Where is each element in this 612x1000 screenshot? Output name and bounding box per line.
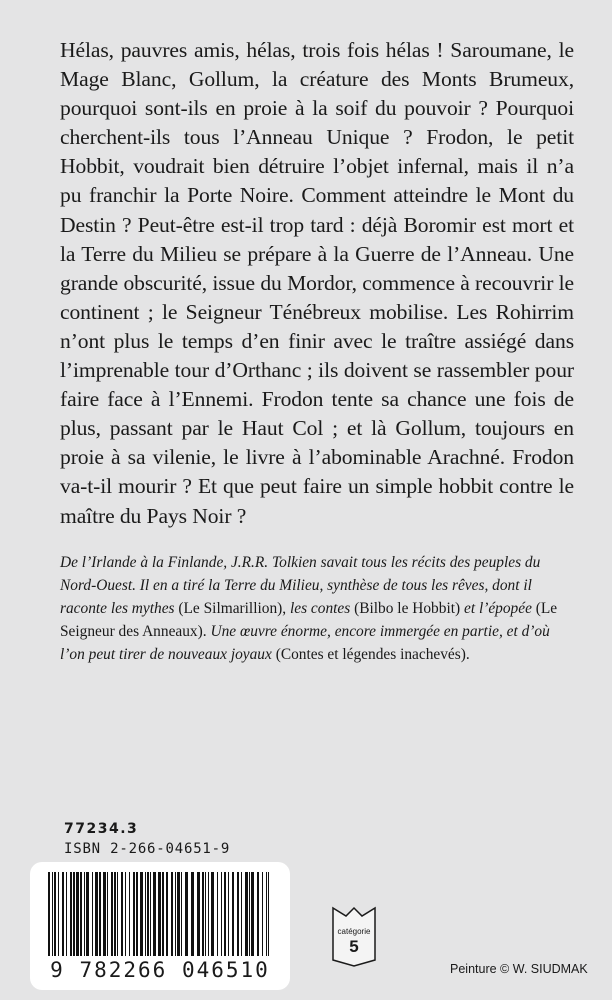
about-title-4: (Contes et légendes inachevés).: [275, 646, 470, 663]
author-paragraph: [60, 551, 576, 666]
about-text-4: Une œuvre énorme, encore immergée en partie, et d’où l’on peut tirer de nouveaux joyaux: [60, 623, 550, 663]
product-code: 77234.3: [64, 821, 139, 837]
book-summary: Hélas, pauvres amis, hélas, trois fois hélas ! Saroumane, le Mage Blanc, Gollum, la créature des Monts Brumeux, pourquoi sont-ils en proie à la soif du pouvoir ? Pourquoi cherchent-ils tous l’Anneau Unique ? Frodon, le petit Hobbit, voudrait bien détruire l’objet infernal, mais il n’a pu franchir la Porte Noire. Comment atteindre le Mont du Destin ? Peut-être est-il trop tard : déjà Boromir est mort et la Terre du Milieu se prépare à la Guerre de l’Anneau. Une grande obscurité, issue du Mordor, commence à recouvrir le continent ; le Seigneur Ténébreux mobilise. Les Rohirrim n’ont plus le temps d’en finir avec le traître assiégé dans l’imprenable tour d’Orthanc ; ils doivent se rassembler pour faire face à l’Ennemi. Frodon tente sa chance une fois de plus, passant par le Haut Col ; et là Gollum, toujours en proie à sa vilenie, le livre à l’abominable Arachné. Frodon va-t-il mourir ? Et que peut faire un simple hobbit contre le maître du Pays Noir ?: [60, 38, 574, 528]
about-text-2: les contes: [289, 600, 351, 617]
barcode-number: 9 782266 046510: [50, 958, 270, 982]
about-text-1: De l’Irlande à la Finlande, J.R.R. Tolkien savait tous les récits des peuples du Nord-Ouest. Il en a tiré la Terre du Milieu, synthèse de tous les rêves, dont il raconte les mythes: [60, 554, 541, 617]
about-text-3: et l’épopée: [463, 600, 532, 617]
barcode-icon: [46, 872, 274, 960]
about-title-2: (Bilbo le Hobbit): [354, 600, 461, 617]
barcode-panel: [30, 862, 290, 990]
category-number: 5: [349, 937, 359, 956]
category-badge: [331, 906, 377, 968]
isbn-text: ISBN 2-266-04651-9: [64, 841, 231, 857]
about-title-3: (Le Seigneur des Anneaux).: [60, 600, 558, 640]
about-title-1: (Le Silmarillion),: [178, 600, 287, 617]
category-label: catégorie: [337, 927, 371, 936]
cover-credit: Peinture © W. SIUDMAK: [450, 962, 588, 976]
